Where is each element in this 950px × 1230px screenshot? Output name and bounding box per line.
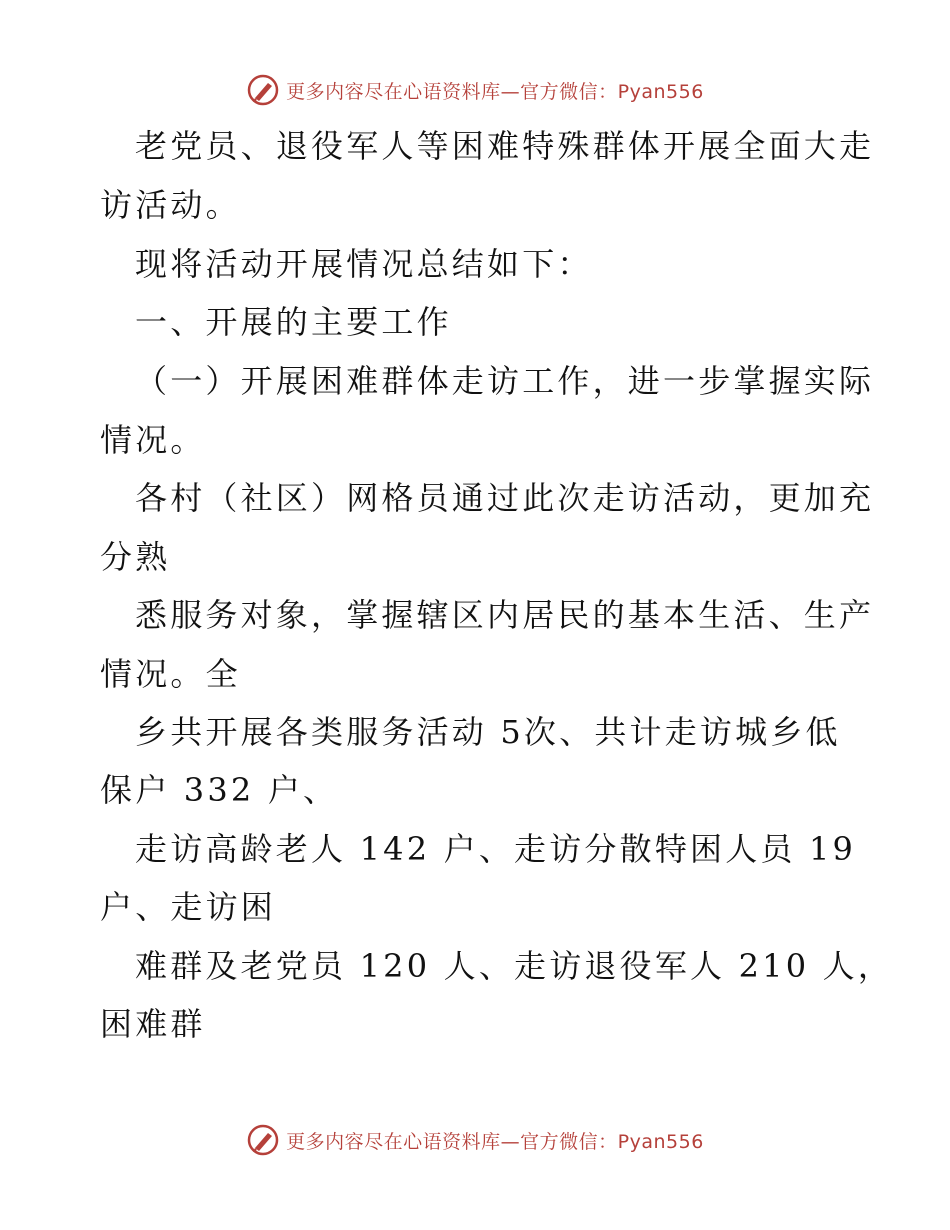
text-line: 老党员、退役军人等困难特殊群体开展全面大走 (135, 127, 875, 165)
text-line: 户、走访困 (100, 888, 277, 926)
header-watermark (0, 70, 950, 110)
pen-logo-icon (246, 1123, 280, 1157)
text-line: 走访高龄老人 142 户、走访分散特困人员 19 (135, 830, 857, 868)
section-heading: 一、开展的主要工作 (135, 303, 452, 341)
text-line: 保户 332 户、 (100, 771, 339, 809)
footer-watermark (0, 1120, 950, 1160)
watermark-text: 更多内容尽在心语资料库—官方微信：Pyan556 (286, 80, 704, 103)
text-line: 情况。 (100, 421, 206, 459)
watermark-text: 更多内容尽在心语资料库—官方微信：Pyan556 (286, 1130, 704, 1153)
text-line: 情况。全 (100, 655, 241, 693)
text-line: 访活动。 (100, 186, 241, 224)
text-line: 悉服务对象，掌握辖区内居民的基本生活、生产 (135, 596, 875, 634)
text-line: 分熟 (100, 538, 171, 576)
text-line: 各村（社区）网格员通过此次走访活动，更加充 (135, 479, 875, 517)
text-line: 难群及老党员 120 人、走访退役军人 210 人， (135, 947, 894, 985)
pen-logo-icon (246, 73, 280, 107)
text-line: 乡共开展各类服务活动 5次、共计走访城乡低 (135, 713, 841, 751)
text-line: 现将活动开展情况总结如下： (135, 245, 593, 283)
subsection-heading: （一）开展困难群体走访工作，进一步掌握实际 (135, 362, 875, 400)
text-line: 困难群 (100, 1005, 206, 1043)
